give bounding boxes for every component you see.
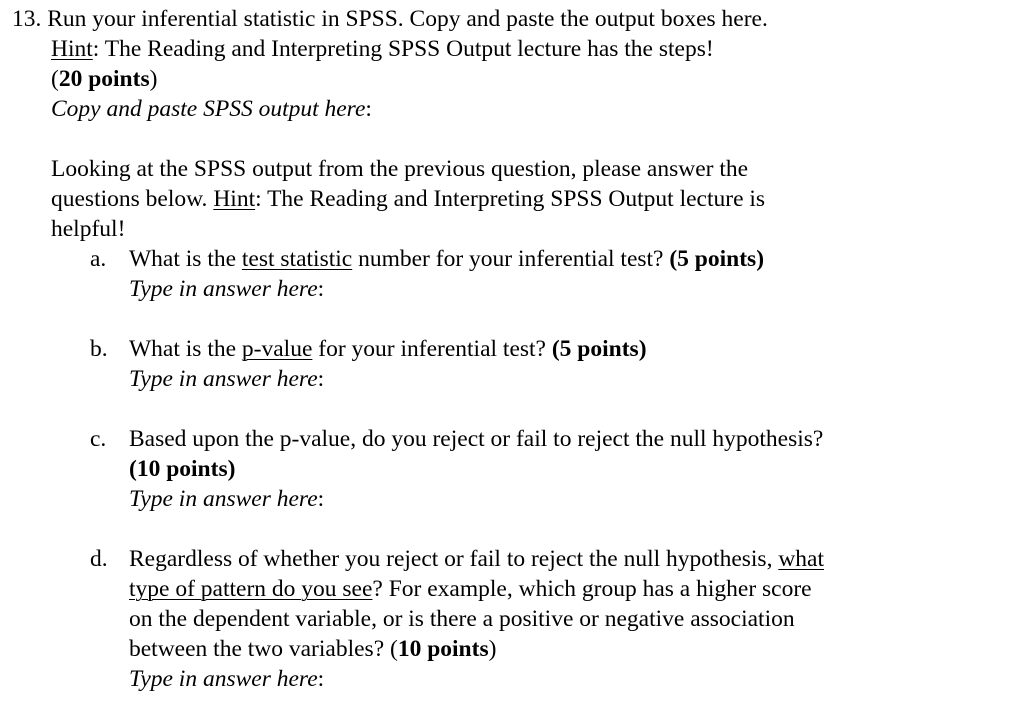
- question-c-points: (10 points): [129, 456, 236, 482]
- item-marker-a: a.: [90, 246, 107, 272]
- question-13-points: [51, 64, 157, 94]
- intro-line-2-end: : The Reading and Interpreting SPSS Output lecture is: [255, 186, 766, 212]
- question-d-points-close: ): [488, 636, 497, 662]
- question-d-points: 10 points: [397, 636, 489, 662]
- question-b-post: for your inferential test?: [312, 336, 552, 362]
- intro-line-3: helpful!: [51, 216, 126, 242]
- intro-hint-label: Hint: [213, 186, 256, 212]
- intro-line-2: [51, 184, 765, 214]
- question-a-term: test statistic: [241, 246, 353, 272]
- question-b-text: [129, 334, 647, 364]
- item-marker-d: d.: [90, 546, 108, 572]
- question-d-line-4-text: between the two variables? (: [129, 636, 398, 662]
- answer-prompt-d: Type in answer here: [129, 666, 318, 692]
- points-value: 20 points: [58, 66, 150, 92]
- hint-text: : The Reading and Interpreting SPSS Output lecture has the steps!: [92, 36, 714, 62]
- answer-field-b[interactable]: [129, 364, 324, 394]
- intro-line-2-start: questions below.: [51, 186, 214, 212]
- answer-colon-b: :: [317, 366, 325, 392]
- answer-area-13[interactable]: [51, 94, 372, 124]
- question-13-hint: [51, 34, 714, 64]
- answer-colon-a: :: [317, 276, 325, 302]
- question-d-line-1-text: Regardless of whether you reject or fail to reject the null hypothesis,: [129, 546, 779, 572]
- question-b-points: (5 points): [551, 336, 647, 362]
- output-instruction: Copy and paste SPSS output here: [51, 96, 366, 122]
- question-a-pre: What is the: [129, 246, 242, 272]
- answer-field-a[interactable]: [129, 274, 324, 304]
- instruction-colon: :: [365, 96, 372, 122]
- answer-prompt-c: Type in answer here: [129, 486, 318, 512]
- hint-label: Hint: [51, 36, 93, 62]
- item-marker-c: c.: [90, 426, 107, 452]
- question-b-pre: What is the: [129, 336, 242, 362]
- intro-line-1: Looking at the SPSS output from the previous question, please answer the: [51, 156, 749, 182]
- answer-colon-d: :: [317, 666, 325, 692]
- answer-prompt-a: Type in answer here: [129, 276, 318, 302]
- question-d-line-1: [129, 544, 824, 574]
- question-d-line-3: on the dependent variable, or is there a positive or negative association: [129, 606, 795, 632]
- points-close: ): [149, 66, 158, 92]
- question-d-underline-start: what: [778, 546, 825, 572]
- points-open: (: [51, 66, 59, 92]
- question-a-post: number for your inferential test?: [352, 246, 670, 272]
- question-a-points: (5 points): [669, 246, 765, 272]
- question-d-line-2-text: ? For example, which group has a higher score: [372, 576, 812, 602]
- question-13-line-1: [12, 4, 768, 34]
- question-c-text: Based upon the p-value, do you reject or fail to reject the null hypothesis?: [129, 426, 824, 452]
- item-marker-b: b.: [90, 336, 108, 362]
- answer-prompt-b: Type in answer here: [129, 366, 318, 392]
- answer-field-d[interactable]: [129, 664, 324, 694]
- question-d-underline-end: type of pattern do you see: [129, 576, 373, 602]
- answer-field-c[interactable]: [129, 484, 324, 514]
- question-13-text: Run your inferential statistic in SPSS. Copy and paste the output boxes here.: [47, 6, 768, 32]
- question-d-line-2: [129, 574, 812, 604]
- question-a-text: [129, 244, 764, 274]
- question-b-term: p-value: [241, 336, 313, 362]
- answer-colon-c: :: [317, 486, 325, 512]
- question-number: 13.: [12, 6, 42, 32]
- question-d-line-4: [129, 634, 496, 664]
